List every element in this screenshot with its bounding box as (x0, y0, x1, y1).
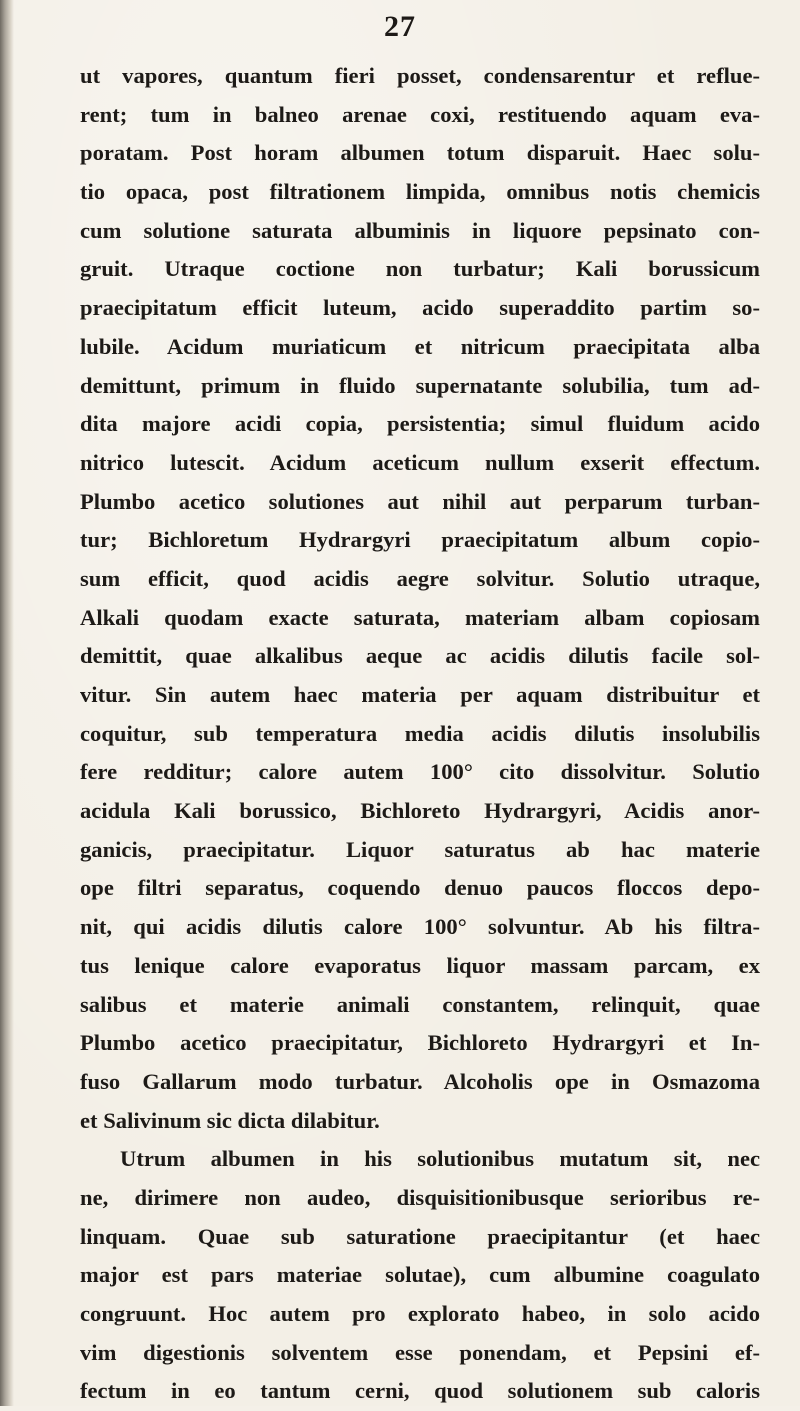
binding-edge (0, 0, 14, 1406)
text-line: fere redditur; calore autem 100° cito dissolvitur. Solutio (80, 759, 760, 785)
text-line: fectum in eo tantum cerni, quod solutionem sub caloris (80, 1378, 760, 1404)
text-line: Plumbo acetico solutiones aut nihil aut perparum turban- (80, 488, 760, 514)
paragraph (80, 1140, 760, 1411)
text-line: dita majore acidi copia, persistentia; simul fluidum acido (80, 411, 760, 437)
text-line: congruunt. Hoc autem pro explorato habeo, in solo acido (80, 1301, 760, 1326)
text-line: ganicis, praecipitatur. Liquor saturatus ab hac materie (80, 836, 760, 862)
text-line: nitrico lutescit. Acidum aceticum nullum exserit effectum. (80, 449, 760, 475)
text-line: cum solutione saturata albuminis in liquore pepsinato con- (80, 217, 760, 243)
text-line: ope filtri separatus, coquendo denuo paucos floccos depo- (80, 875, 760, 901)
text-line: lubile. Acidum muriaticum et nitricum praecipitata alba (80, 333, 760, 359)
text-line: praecipitatum efficit luteum, acido superaddito partim so- (80, 295, 760, 321)
text-line: demittit, quae alkalibus aeque ac acidis dilutis facile sol- (80, 643, 760, 669)
page-number: 27 (384, 10, 416, 43)
text-line: poratam. Post horam albumen totum disparuit. Haec solu- (80, 140, 760, 166)
text-line: major est pars materiae solutae), cum albumine coagulato (80, 1262, 760, 1288)
text-line: ut vapores, quantum fieri posset, condensarentur et reflue- (80, 63, 760, 88)
text-line: linquam. Quae sub saturatione praecipitantur (et haec (80, 1223, 760, 1249)
text-line: tio opaca, post filtrationem limpida, omnibus notis chemicis (80, 179, 760, 205)
text-line: rent; tum in balneo arenae coxi, restituendo aquam eva- (80, 101, 760, 127)
body-text (80, 57, 760, 1411)
text-line: vitur. Sin autem haec materia per aquam distribuitur et (80, 682, 760, 707)
text-line: gruit. Utraque coctione non turbatur; Kali borussicum (80, 256, 760, 282)
text-line: acidula Kali borussico, Bichloreto Hydrargyri, Acidis anor- (80, 798, 760, 824)
text-line: fuso Gallarum modo turbatur. Alcoholis ope in Osmazoma (80, 1068, 760, 1094)
text-line: Utrum albumen in his solutionibus mutatum sit, nec (120, 1146, 760, 1172)
text-line: Plumbo acetico praecipitatur, Bichloreto Hydrargyri et In- (80, 1030, 760, 1056)
text-line: vim digestionis solventem esse ponendam, et Pepsini ef- (80, 1339, 760, 1365)
text-line: tur; Bichloretum Hydrargyri praecipitatum album copio- (80, 527, 760, 553)
text-line: et Salivinum sic dicta dilabitur. (80, 1107, 380, 1133)
text-line: salibus et materie animali constantem, relinquit, quae (80, 991, 760, 1017)
text-line: ne, dirimere non audeo, disquisitionibusque serioribus re- (80, 1184, 760, 1210)
text-line: sum efficit, quod acidis aegre solvitur. Solutio utraque, (80, 565, 760, 591)
text-line: coquitur, sub temperatura media acidis dilutis insolubilis (80, 720, 760, 746)
text-line: nit, qui acidis dilutis calore 100° solvuntur. Ab his filtra- (80, 914, 760, 940)
text-line: tus lenique calore evaporatus liquor massam parcam, ex (80, 952, 760, 978)
paragraph (80, 57, 760, 1140)
text-line: demittunt, primum in fluido supernatante solubilia, tum ad- (80, 372, 760, 398)
text-line: Alkali quodam exacte saturata, materiam albam copiosam (80, 604, 760, 630)
